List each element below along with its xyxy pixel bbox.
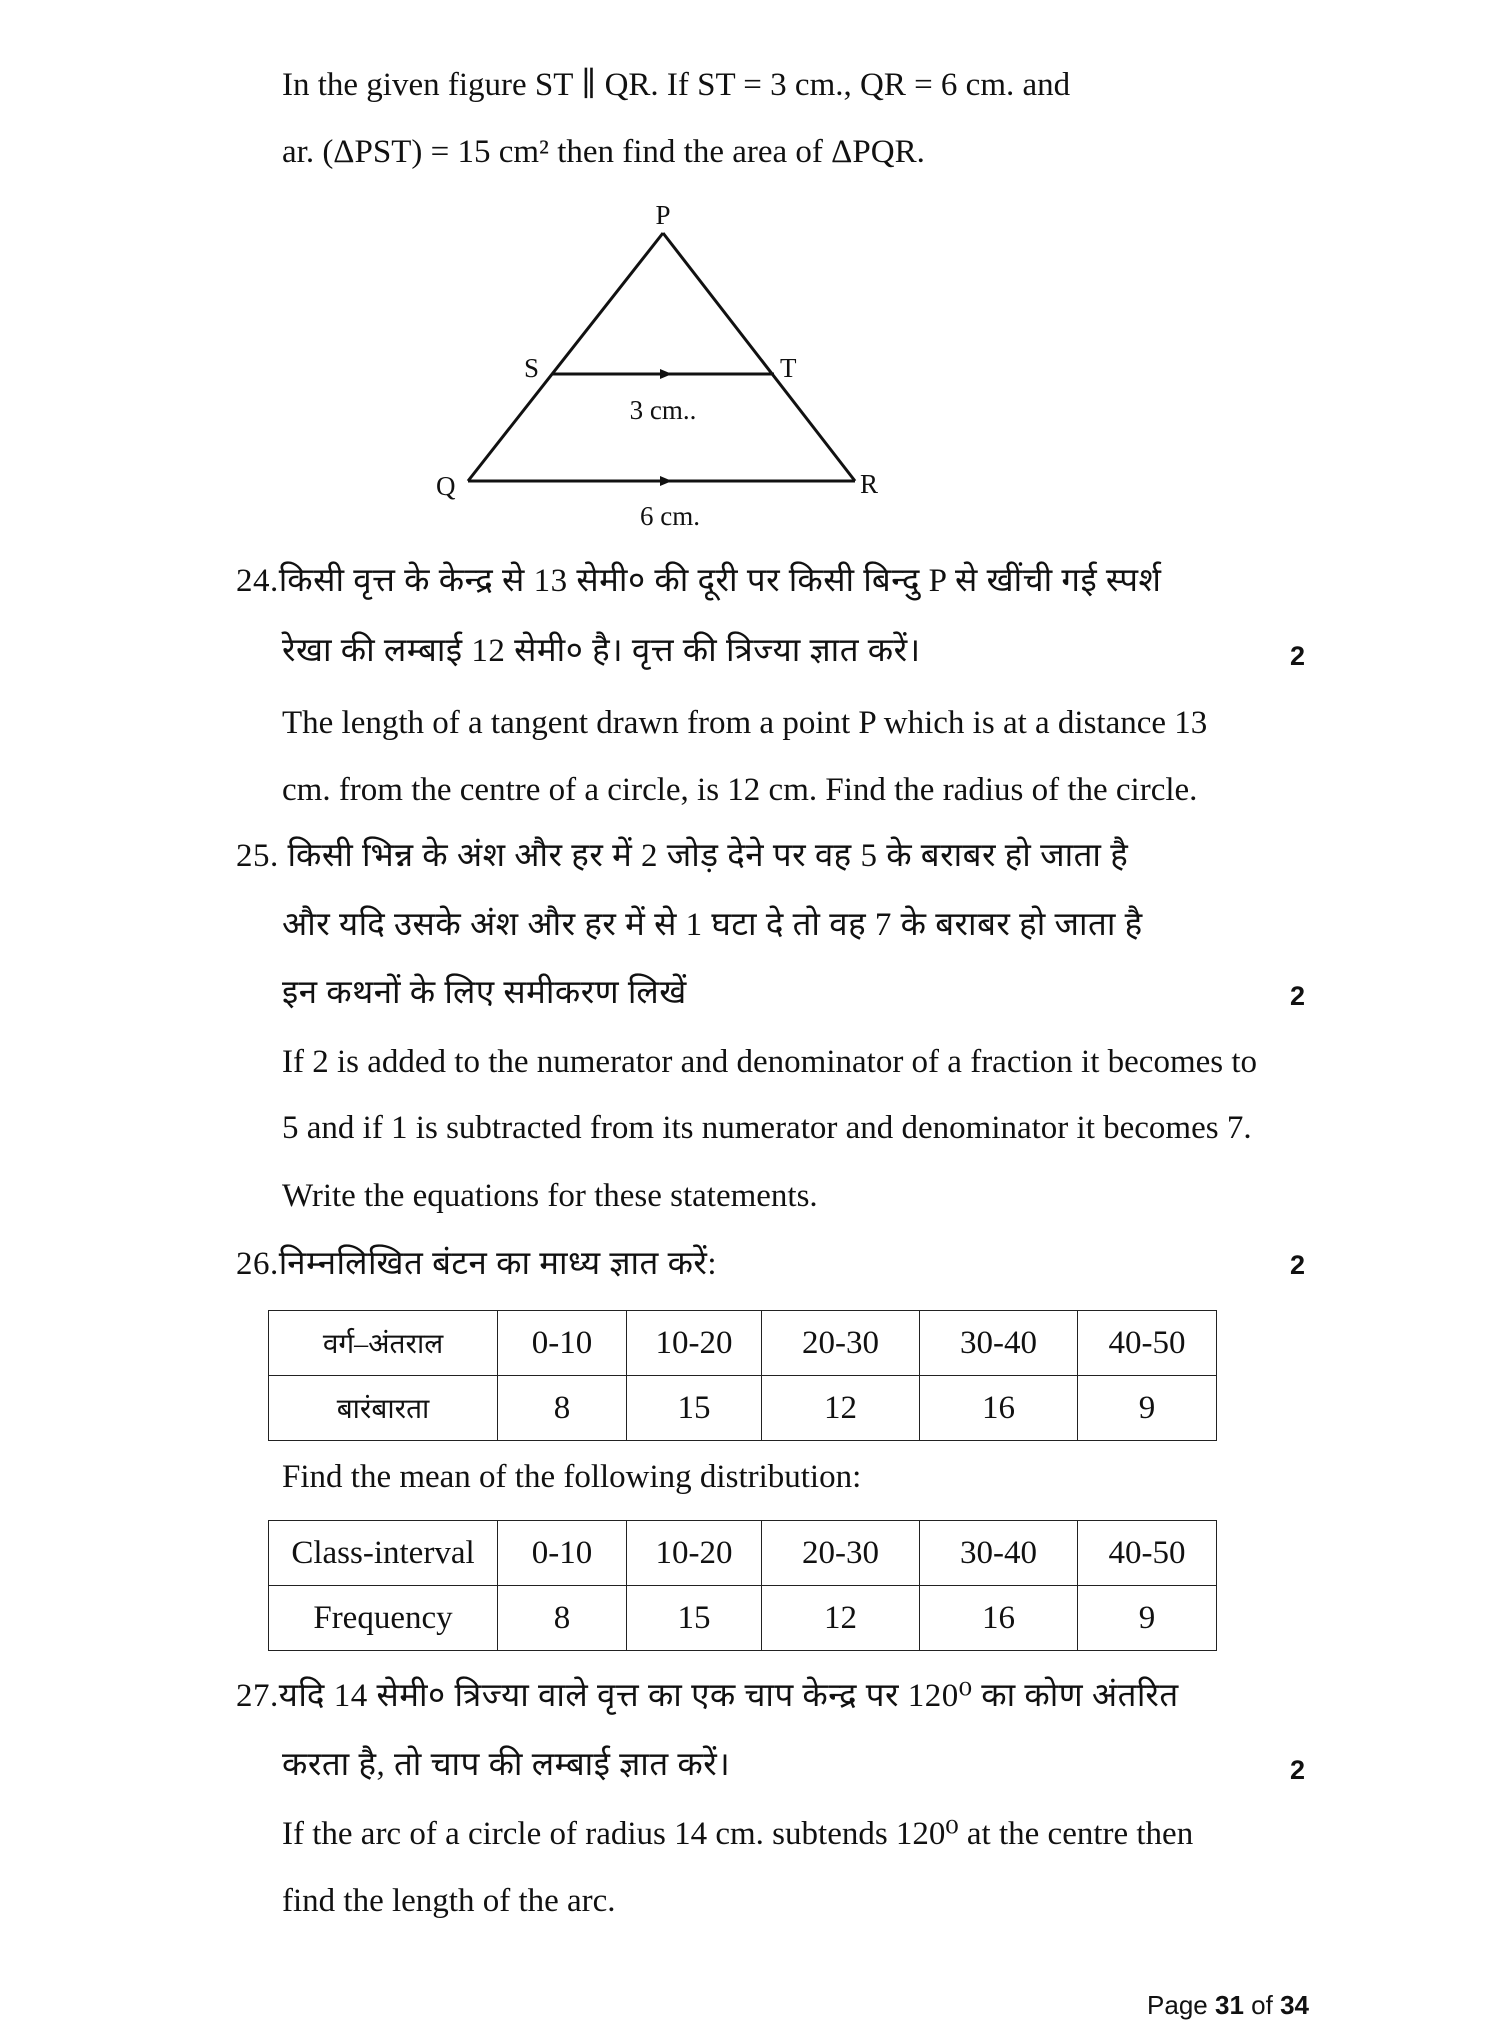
frequency-cell: 9 xyxy=(1078,1376,1217,1441)
q24-en-line2: cm. from the centre of a circle, is 12 cm. Find the radius of the circle. xyxy=(282,772,1198,808)
q27-en-line1: If the arc of a circle of radius 14 cm. subtends 120⁰ at the centre then xyxy=(282,1816,1194,1852)
interval-cell: 30-40 xyxy=(920,1311,1078,1376)
q27-hi-line2: करता है, तो चाप की लम्बाई ज्ञात करें। xyxy=(282,1747,731,1783)
row-head-frequency: बारंबारता xyxy=(269,1376,498,1441)
q25-en-line1: If 2 is added to the numerator and denominator of a fraction it becomes to xyxy=(282,1044,1258,1080)
label-s: S xyxy=(524,353,540,383)
arrow-qr-icon xyxy=(660,476,672,486)
interval-cell: 30-40 xyxy=(920,1521,1078,1586)
q27-en-line2: find the length of the arc. xyxy=(282,1883,616,1919)
q25-hi-line3: इन कथनों के लिए समीकरण लिखें xyxy=(282,975,687,1011)
hindi-distribution-table xyxy=(268,1310,1217,1441)
english-distribution-table xyxy=(268,1520,1217,1651)
q25-en-line3: Write the equations for these statements. xyxy=(282,1178,818,1214)
q24-hi-line1: 24.किसी वृत्त के केन्द्र से 13 सेमी० की दूरी पर किसी बिन्दु P से खींची गई स्पर्श xyxy=(236,563,1162,599)
table-row xyxy=(269,1521,1217,1586)
page-total: 34 xyxy=(1280,1990,1309,2020)
label-r: R xyxy=(860,469,879,499)
table-row xyxy=(269,1376,1217,1441)
frequency-cell: 9 xyxy=(1078,1586,1217,1651)
table-row xyxy=(269,1311,1217,1376)
page-footer xyxy=(1147,1990,1309,2021)
arrow-st-icon xyxy=(660,369,672,379)
q27-hi-line1: 27.यदि 14 सेमी० त्रिज्या वाले वृत्त का एक चाप केन्द्र पर 120⁰ का कोण अंतरित xyxy=(236,1678,1179,1714)
row-head-frequency: Frequency xyxy=(269,1586,498,1651)
frequency-cell: 8 xyxy=(498,1376,627,1441)
q25-hi-line2: और यदि उसके अंश और हर में से 1 घटा दे तो वह 7 के बराबर हो जाता है xyxy=(282,907,1143,943)
page-number: 31 xyxy=(1215,1990,1244,2020)
q26-en-line1: Find the mean of the following distribution: xyxy=(282,1459,862,1495)
row-head-interval: वर्ग–अंतराल xyxy=(269,1311,498,1376)
frequency-cell: 8 xyxy=(498,1586,627,1651)
triangle-figure xyxy=(420,195,940,535)
frequency-cell: 16 xyxy=(920,1586,1078,1651)
q24-hi-line2: रेखा की लम्बाई 12 सेमी० है। वृत्त की त्रिज्या ज्ञात करें। xyxy=(282,633,921,669)
interval-cell: 20-30 xyxy=(762,1311,920,1376)
label-t: T xyxy=(780,353,797,383)
interval-cell: 40-50 xyxy=(1078,1311,1217,1376)
q26-marks: 2 xyxy=(1289,1250,1305,1280)
qr-length-label: 6 cm. xyxy=(640,501,700,531)
interval-cell: 10-20 xyxy=(627,1521,762,1586)
q25-marks: 2 xyxy=(1289,981,1305,1011)
q27-marks: 2 xyxy=(1289,1755,1305,1785)
st-length-label: 3 cm.. xyxy=(629,395,697,425)
of-label: of xyxy=(1251,1990,1273,2020)
interval-cell: 0-10 xyxy=(498,1521,627,1586)
frequency-cell: 16 xyxy=(920,1376,1078,1441)
side-pr xyxy=(663,233,855,481)
label-q: Q xyxy=(436,471,456,501)
page-label: Page xyxy=(1147,1990,1208,2020)
label-p: P xyxy=(655,200,671,230)
frequency-cell: 15 xyxy=(627,1586,762,1651)
q25-hi-line1: 25. किसी भिन्न के अंश और हर में 2 जोड़ देने पर वह 5 के बराबर हो जाता है xyxy=(236,838,1129,874)
interval-cell: 10-20 xyxy=(627,1311,762,1376)
q24-en-line1: The length of a tangent drawn from a point P which is at a distance 13 xyxy=(282,705,1208,741)
q23-line1: In the given figure ST ∥ QR. If ST = 3 cm., QR = 6 cm. and xyxy=(282,67,1071,103)
row-head-interval: Class-interval xyxy=(269,1521,498,1586)
q25-en-line2: 5 and if 1 is subtracted from its numerator and denominator it becomes 7. xyxy=(282,1110,1252,1146)
side-pq xyxy=(468,233,663,481)
interval-cell: 20-30 xyxy=(762,1521,920,1586)
table-row xyxy=(269,1586,1217,1651)
interval-cell: 40-50 xyxy=(1078,1521,1217,1586)
q26-hi-line1: 26.निम्नलिखित बंटन का माध्य ज्ञात करें: xyxy=(236,1246,718,1282)
frequency-cell: 12 xyxy=(762,1376,920,1441)
frequency-cell: 15 xyxy=(627,1376,762,1441)
frequency-cell: 12 xyxy=(762,1586,920,1651)
q24-marks: 2 xyxy=(1289,641,1305,671)
q23-line2: ar. (ΔPST) = 15 cm² then find the area of ΔPQR. xyxy=(282,134,925,170)
interval-cell: 0-10 xyxy=(498,1311,627,1376)
